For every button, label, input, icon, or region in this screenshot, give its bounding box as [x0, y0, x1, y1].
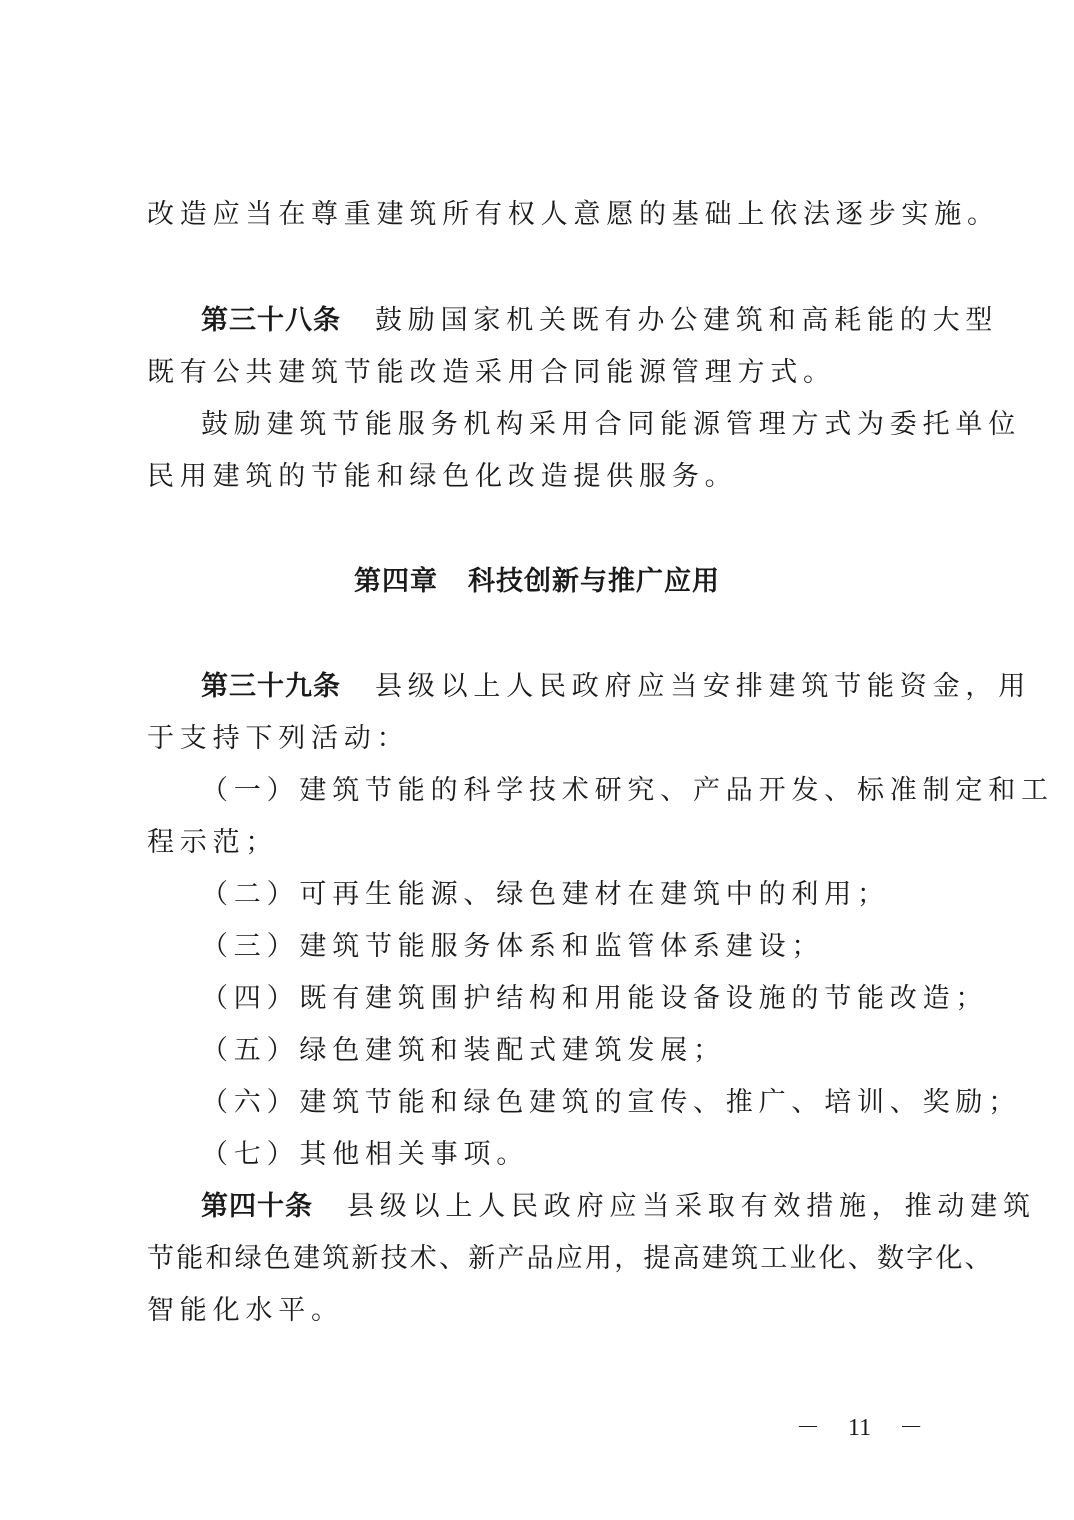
list-item	[201, 771, 1054, 811]
article-text: 节能和绿色建筑新技术、新产品应用，提高建筑工业化、数字化、	[147, 1243, 994, 1274]
page-number-footer	[796, 1408, 923, 1448]
list-item-text: （七）其他相关事项。	[201, 1139, 529, 1170]
article-38-line-2	[147, 353, 836, 393]
list-item	[201, 875, 890, 915]
article-38-line-1	[201, 301, 998, 341]
article-title: 第三十八条	[201, 305, 341, 336]
article-39-line-2	[147, 719, 409, 759]
article-text: 民用建筑的节能和绿色化改造提供服务。	[147, 461, 738, 492]
article-title: 第四十条	[201, 1191, 313, 1222]
list-item	[201, 1135, 529, 1175]
article-text: 县级以上人民政府应当采取有效措施，推动建筑	[347, 1191, 1036, 1222]
list-item-text: （三）建筑节能服务体系和监管体系建设；	[201, 931, 825, 962]
article-text: 智能化水平。	[147, 1295, 344, 1326]
page-number: 11	[848, 1415, 872, 1441]
dash-left: －	[796, 1415, 820, 1441]
article-text: 鼓励建筑节能服务机构采用合同能源管理方式为委托单位	[201, 409, 1021, 440]
list-item-text: （四）既有建筑围护结构和用能设备设施的节能改造；	[201, 983, 989, 1014]
dash-right: －	[899, 1415, 924, 1441]
list-item-text: （一）建筑节能的科学技术研究、产品开发、标准制定和工	[201, 775, 1054, 806]
article-title: 第三十九条	[201, 671, 341, 702]
chapter-number: 第四章	[354, 566, 438, 597]
article-38-paragraph-2-line-1	[201, 405, 1021, 445]
list-item-text: （五）绿色建筑和装配式建筑发展；	[201, 1035, 726, 1066]
list-item	[201, 927, 824, 967]
paragraph-continuation	[147, 195, 1000, 235]
list-item-continuation	[147, 823, 278, 863]
list-item	[201, 979, 988, 1019]
list-item	[201, 1031, 726, 1071]
article-39-line-1	[201, 667, 1031, 707]
chapter-heading	[0, 562, 1074, 602]
list-item	[201, 1083, 1021, 1123]
list-item-text: 程示范；	[147, 827, 279, 858]
article-text: 既有公共建筑节能改造采用合同能源管理方式。	[147, 357, 836, 388]
list-item-text: （二）可再生能源、绿色建材在建筑中的利用；	[201, 879, 890, 910]
article-text: 县级以上人民政府应当安排建筑节能资金，用	[375, 671, 1031, 702]
list-item-text: （六）建筑节能和绿色建筑的宣传、推广、培训、奖励；	[201, 1087, 1021, 1118]
article-text: 鼓励国家机关既有办公建筑和高耗能的大型	[375, 305, 999, 336]
article-40-line-1	[201, 1187, 1036, 1227]
article-text: 于支持下列活动：	[147, 723, 410, 754]
article-40-line-2	[147, 1239, 994, 1279]
chapter-title: 科技创新与推广应用	[468, 566, 720, 597]
article-40-line-3	[147, 1291, 344, 1331]
paragraph-text: 改造应当在尊重建筑所有权人意愿的基础上依法逐步实施。	[147, 199, 1000, 230]
article-38-paragraph-2-line-2	[147, 457, 737, 497]
